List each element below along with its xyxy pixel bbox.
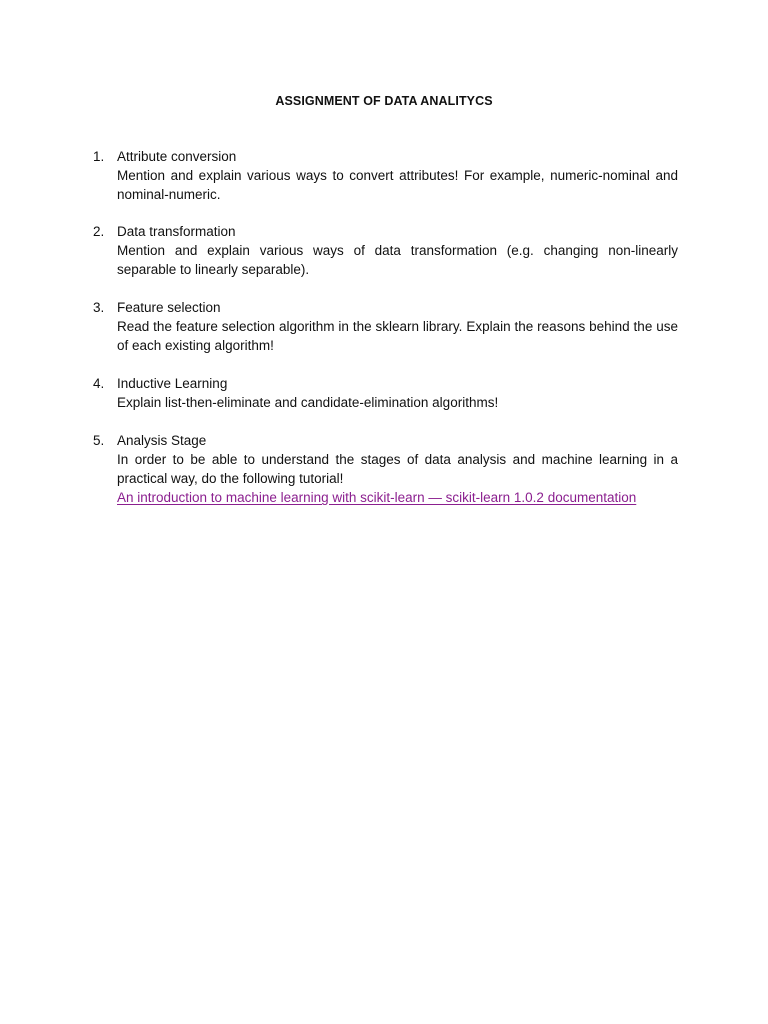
tutorial-link[interactable]: An introduction to machine learning with scikit-learn — scikit-learn 1.0.2 documentation: [117, 490, 637, 505]
item-body: [117, 222, 678, 279]
item-number: 5.: [93, 433, 105, 448]
list-item: [93, 147, 678, 204]
list-item: [93, 222, 678, 279]
item-heading: Attribute conversion: [117, 149, 237, 164]
item-text: Read the feature selection algorithm in the sklearn library. Explain the reasons behind the use of each existing algorithm!: [117, 319, 678, 353]
item-body: [117, 374, 678, 412]
item-heading: Inductive Learning: [117, 376, 228, 391]
item-number: 3.: [93, 300, 105, 315]
item-heading: Analysis Stage: [117, 433, 207, 448]
list-item: [93, 298, 678, 355]
item-number: 2.: [93, 224, 105, 239]
item-heading: Feature selection: [117, 300, 221, 315]
item-heading: Data transformation: [117, 224, 236, 239]
item-body: [117, 431, 678, 507]
item-body: [117, 147, 678, 204]
item-number: 1.: [93, 149, 105, 164]
item-text: Mention and explain various ways to convert attributes! For example, numeric-nominal and nominal-numeric.: [117, 168, 678, 202]
item-text: In order to be able to understand the stages of data analysis and machine learning in a practical way, do the following tutorial!: [117, 452, 678, 486]
document-title: ASSIGNMENT OF DATA ANALITYCS: [275, 94, 493, 108]
item-text: Mention and explain various ways of data transformation (e.g. changing non-linearly separable to linearly separable).: [117, 243, 678, 277]
item-text: Explain list-then-eliminate and candidate-elimination algorithms!: [117, 395, 499, 410]
list-item: [93, 374, 678, 412]
item-number: 4.: [93, 376, 105, 391]
list-item: [93, 431, 678, 507]
item-body: [117, 298, 678, 355]
